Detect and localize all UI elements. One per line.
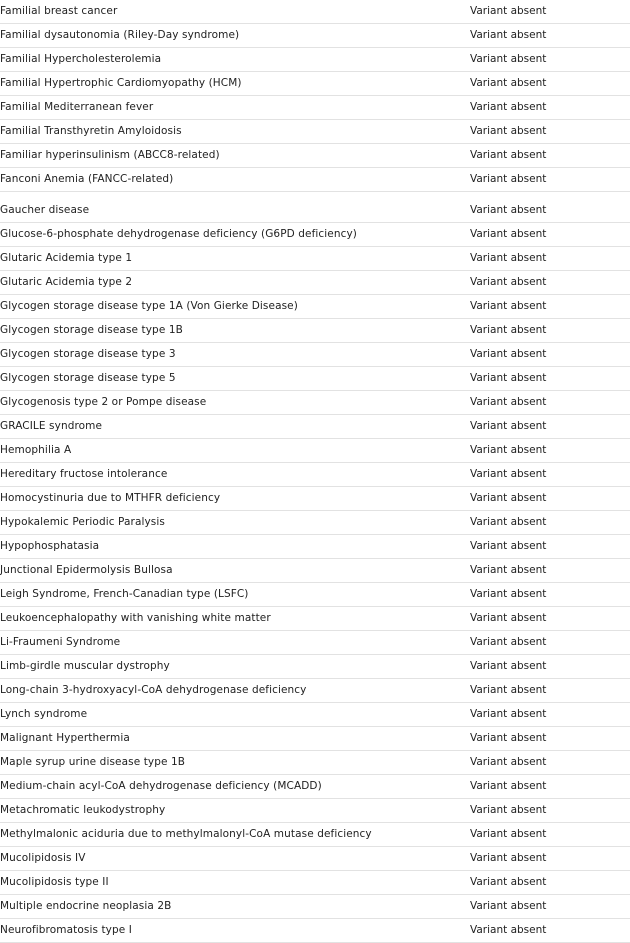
table-row xyxy=(0,319,630,343)
table-row xyxy=(0,679,630,703)
table-row xyxy=(0,655,630,679)
variant-status-label: Variant absent xyxy=(470,780,547,792)
condition-name: Glycogen storage disease type 1B xyxy=(0,319,470,343)
condition-name: Glycogen storage disease type 1A (Von Gierke Disease) xyxy=(0,295,470,319)
variant-status-label: Variant absent xyxy=(470,77,547,89)
variant-status xyxy=(470,511,630,535)
variant-status xyxy=(470,655,630,679)
variant-status xyxy=(470,343,630,367)
condition-name: Leukoencephalopathy with vanishing white matter xyxy=(0,607,470,631)
table-row xyxy=(0,559,630,583)
variant-status xyxy=(470,607,630,631)
condition-name: Glycogenosis type 2 or Pompe disease xyxy=(0,391,470,415)
condition-name: Medium-chain acyl-CoA dehydrogenase deficiency (MCADD) xyxy=(0,775,470,799)
variant-status-label: Variant absent xyxy=(470,684,547,696)
condition-name: Gaucher disease xyxy=(0,199,470,223)
condition-name: Junctional Epidermolysis Bullosa xyxy=(0,559,470,583)
variant-status xyxy=(470,895,630,919)
variant-status-label: Variant absent xyxy=(470,828,547,840)
variant-status xyxy=(470,271,630,295)
table-row xyxy=(0,199,630,223)
table-row xyxy=(0,847,630,871)
variant-status xyxy=(470,295,630,319)
table-row xyxy=(0,583,630,607)
variant-status xyxy=(470,319,630,343)
condition-name: Limb-girdle muscular dystrophy xyxy=(0,655,470,679)
variant-status xyxy=(470,223,630,247)
table-row xyxy=(0,343,630,367)
variant-status-label: Variant absent xyxy=(470,612,547,624)
variant-status-label: Variant absent xyxy=(470,756,547,768)
table-row xyxy=(0,168,630,192)
condition-name: Glycogen storage disease type 3 xyxy=(0,343,470,367)
condition-name: Familial breast cancer xyxy=(0,0,470,24)
variant-status-label: Variant absent xyxy=(470,540,547,552)
variant-status-label: Variant absent xyxy=(470,420,547,432)
table-row xyxy=(0,48,630,72)
condition-name: Familiar hyperinsulinism (ABCC8-related) xyxy=(0,144,470,168)
condition-name: Hemophilia A xyxy=(0,439,470,463)
table-row xyxy=(0,871,630,895)
variant-status-label: Variant absent xyxy=(470,101,547,113)
variant-status xyxy=(470,799,630,823)
table-row xyxy=(0,607,630,631)
variant-status xyxy=(470,415,630,439)
condition-name: Mucolipidosis IV xyxy=(0,847,470,871)
variant-status-label: Variant absent xyxy=(470,732,547,744)
variant-status-label: Variant absent xyxy=(470,5,547,17)
condition-name: Familial Hypercholesterolemia xyxy=(0,48,470,72)
condition-name: Fanconi Anemia (FANCC-related) xyxy=(0,168,470,192)
condition-name: Familial Hypertrophic Cardiomyopathy (HCM) xyxy=(0,72,470,96)
variant-status-label: Variant absent xyxy=(470,348,547,360)
table-row xyxy=(0,271,630,295)
variant-status xyxy=(470,775,630,799)
table-row xyxy=(0,0,630,24)
variant-status-label: Variant absent xyxy=(470,372,547,384)
variant-status-label: Variant absent xyxy=(470,588,547,600)
variant-status-label: Variant absent xyxy=(470,852,547,864)
condition-name: Familial Mediterranean fever xyxy=(0,96,470,120)
table-row-spacer xyxy=(0,192,630,200)
variant-status xyxy=(470,679,630,703)
table-row xyxy=(0,367,630,391)
variant-status xyxy=(470,199,630,223)
variant-status xyxy=(470,703,630,727)
spacer-cell xyxy=(0,192,630,200)
condition-name: Li-Fraumeni Syndrome xyxy=(0,631,470,655)
variant-status xyxy=(470,96,630,120)
condition-name: Lynch syndrome xyxy=(0,703,470,727)
table-row xyxy=(0,751,630,775)
table-row xyxy=(0,120,630,144)
variant-status xyxy=(470,631,630,655)
variant-status-label: Variant absent xyxy=(470,924,547,936)
variant-status-label: Variant absent xyxy=(470,324,547,336)
variant-status xyxy=(470,751,630,775)
table-row xyxy=(0,799,630,823)
variant-status-label: Variant absent xyxy=(470,492,547,504)
variant-status xyxy=(470,727,630,751)
table-row xyxy=(0,463,630,487)
table-row xyxy=(0,775,630,799)
variant-status xyxy=(470,535,630,559)
condition-name: GRACILE syndrome xyxy=(0,415,470,439)
variant-status-label: Variant absent xyxy=(470,53,547,65)
condition-name: Mucolipidosis type II xyxy=(0,871,470,895)
variant-status xyxy=(470,144,630,168)
variant-status-label: Variant absent xyxy=(470,300,547,312)
variant-status xyxy=(470,168,630,192)
variant-status xyxy=(470,367,630,391)
variant-status xyxy=(470,823,630,847)
table-row xyxy=(0,415,630,439)
table-row xyxy=(0,487,630,511)
table-row xyxy=(0,823,630,847)
variant-status-label: Variant absent xyxy=(470,173,547,185)
table-row xyxy=(0,727,630,751)
variant-status xyxy=(470,48,630,72)
condition-name: Long-chain 3-hydroxyacyl-CoA dehydrogenase deficiency xyxy=(0,679,470,703)
variant-status xyxy=(470,559,630,583)
variant-status xyxy=(470,120,630,144)
condition-name: Hypokalemic Periodic Paralysis xyxy=(0,511,470,535)
variant-status-label: Variant absent xyxy=(470,468,547,480)
variant-status-label: Variant absent xyxy=(470,636,547,648)
variant-status xyxy=(470,0,630,24)
condition-name: Neurofibromatosis type I xyxy=(0,919,470,943)
variant-status-label: Variant absent xyxy=(470,29,547,41)
variant-status-label: Variant absent xyxy=(470,396,547,408)
variant-status-label: Variant absent xyxy=(470,228,547,240)
variant-status-label: Variant absent xyxy=(470,444,547,456)
condition-name: Glutaric Acidemia type 1 xyxy=(0,247,470,271)
variant-status-label: Variant absent xyxy=(470,564,547,576)
variant-status xyxy=(470,247,630,271)
condition-name: Glucose-6-phosphate dehydrogenase deficiency (G6PD deficiency) xyxy=(0,223,470,247)
table-row xyxy=(0,535,630,559)
condition-name: Hereditary fructose intolerance xyxy=(0,463,470,487)
variant-status xyxy=(470,487,630,511)
variant-status xyxy=(470,463,630,487)
variant-status-label: Variant absent xyxy=(470,125,547,137)
table-row xyxy=(0,703,630,727)
condition-name: Metachromatic leukodystrophy xyxy=(0,799,470,823)
condition-name: Multiple endocrine neoplasia 2B xyxy=(0,895,470,919)
table-row xyxy=(0,96,630,120)
variant-status xyxy=(470,871,630,895)
table-row xyxy=(0,439,630,463)
variant-status xyxy=(470,583,630,607)
variant-status-label: Variant absent xyxy=(470,276,547,288)
condition-name: Glutaric Acidemia type 2 xyxy=(0,271,470,295)
condition-name: Familial dysautonomia (Riley-Day syndrome) xyxy=(0,24,470,48)
variant-status xyxy=(470,439,630,463)
table-row xyxy=(0,631,630,655)
table-row xyxy=(0,295,630,319)
condition-name: Glycogen storage disease type 5 xyxy=(0,367,470,391)
variant-status xyxy=(470,919,630,943)
table-row xyxy=(0,247,630,271)
condition-name: Leigh Syndrome, French-Canadian type (LSFC) xyxy=(0,583,470,607)
table-row xyxy=(0,72,630,96)
table-row xyxy=(0,919,630,943)
variant-status-label: Variant absent xyxy=(470,252,547,264)
variant-status xyxy=(470,391,630,415)
variant-status-label: Variant absent xyxy=(470,204,547,216)
variant-status-label: Variant absent xyxy=(470,876,547,888)
table-row xyxy=(0,511,630,535)
table-row xyxy=(0,391,630,415)
condition-name: Maple syrup urine disease type 1B xyxy=(0,751,470,775)
condition-name: Familial Transthyretin Amyloidosis xyxy=(0,120,470,144)
table-row xyxy=(0,223,630,247)
variant-status-label: Variant absent xyxy=(470,900,547,912)
table-row xyxy=(0,144,630,168)
variant-status-label: Variant absent xyxy=(470,804,547,816)
variant-status-label: Variant absent xyxy=(470,149,547,161)
variant-status-label: Variant absent xyxy=(470,660,547,672)
variant-status xyxy=(470,24,630,48)
condition-name: Malignant Hyperthermia xyxy=(0,727,470,751)
variant-status-label: Variant absent xyxy=(470,708,547,720)
condition-name: Hypophosphatasia xyxy=(0,535,470,559)
variant-status xyxy=(470,72,630,96)
condition-name: Homocystinuria due to MTHFR deficiency xyxy=(0,487,470,511)
variant-status-label: Variant absent xyxy=(470,516,547,528)
table-row xyxy=(0,895,630,919)
variant-status xyxy=(470,847,630,871)
table-row xyxy=(0,24,630,48)
condition-name: Methylmalonic aciduria due to methylmalonyl-CoA mutase deficiency xyxy=(0,823,470,847)
